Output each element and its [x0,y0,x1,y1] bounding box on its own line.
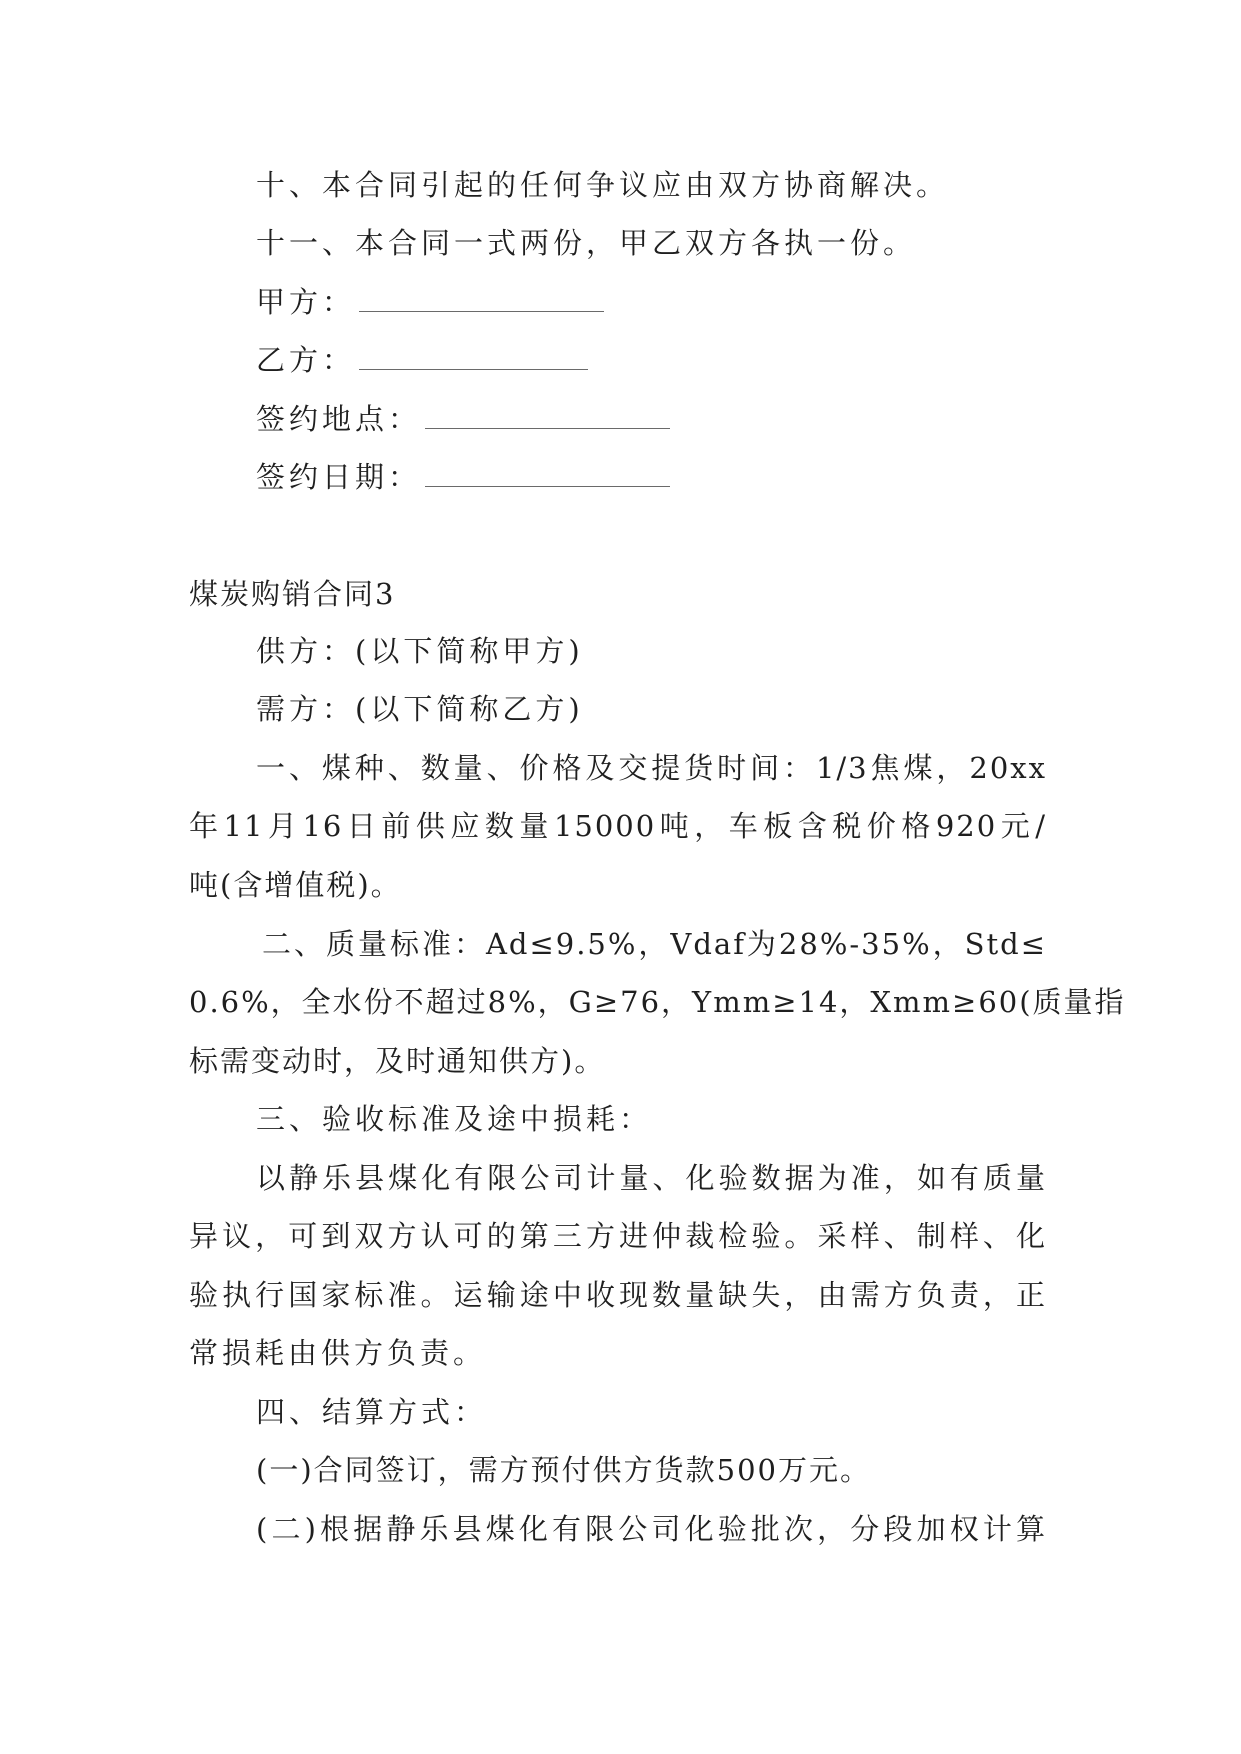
party-a-label: 甲方： [256,285,356,319]
clause-10: 十、本合同引起的任何争议应由双方协商解决。 [256,168,950,202]
clause-4-heading: 四、结算方式： [256,1395,488,1429]
sign-date-blank [425,462,670,487]
clause-3-heading: 三、验收标准及途中损耗： [256,1102,653,1136]
sign-date-row [256,457,670,497]
clause-2-line-1: 二、质量标准：Ad≤9.5%，Vdaf为28%-35%，Std≤ [262,927,1047,961]
clause-11: 十一、本合同一式两份，甲乙双方各执一份。 [256,226,917,260]
clause-3-body-line-2: 异议，可到双方认可的第三方进仲裁检验。采样、制样、化 [189,1219,1047,1253]
clause-1-line-1: 一、煤种、数量、价格及交提货时间：1/3焦煤，20xx [256,751,1047,785]
buyer-line: 需方：(以下简称乙方) [256,692,584,726]
party-b-label: 乙方： [256,343,356,377]
party-a-blank [359,287,604,312]
sign-place-blank [425,404,670,429]
clause-2-line-2: 0.6%，全水份不超过8%，G≥76，Ymm≥14，Xmm≥60(质量指 [189,985,1126,1019]
party-b-blank [359,345,588,370]
clause-4-item-1: (一)合同签订，需方预付供方货款500万元。 [256,1453,871,1487]
clause-1-line-2: 年11月16日前供应数量15000吨，车板含税价格920元/ [189,809,1047,843]
clause-3-body-line-4: 常损耗由供方负责。 [189,1336,487,1370]
sign-place-label: 签约地点： [256,402,422,436]
supplier-line: 供方：(以下简称甲方) [256,634,584,668]
contract-3-title: 煤炭购销合同3 [189,577,396,611]
sign-place-row [256,399,670,439]
party-a-row [256,282,604,322]
clause-2-line-3: 标需变动时，及时通知供方)。 [189,1044,606,1078]
clause-1-line-3: 吨(含增值税)。 [189,868,402,902]
clause-3-body-line-1: 以静乐县煤化有限公司计量、化验数据为准，如有质量 [256,1161,1047,1195]
sign-date-label: 签约日期： [256,460,422,494]
clause-4-item-2: (二)根据静乐县煤化有限公司化验批次，分段加权计算 [256,1512,1047,1546]
party-b-row [256,340,588,380]
clause-3-body-line-3: 验执行国家标准。运输途中收现数量缺失，由需方负责，正 [189,1278,1047,1312]
